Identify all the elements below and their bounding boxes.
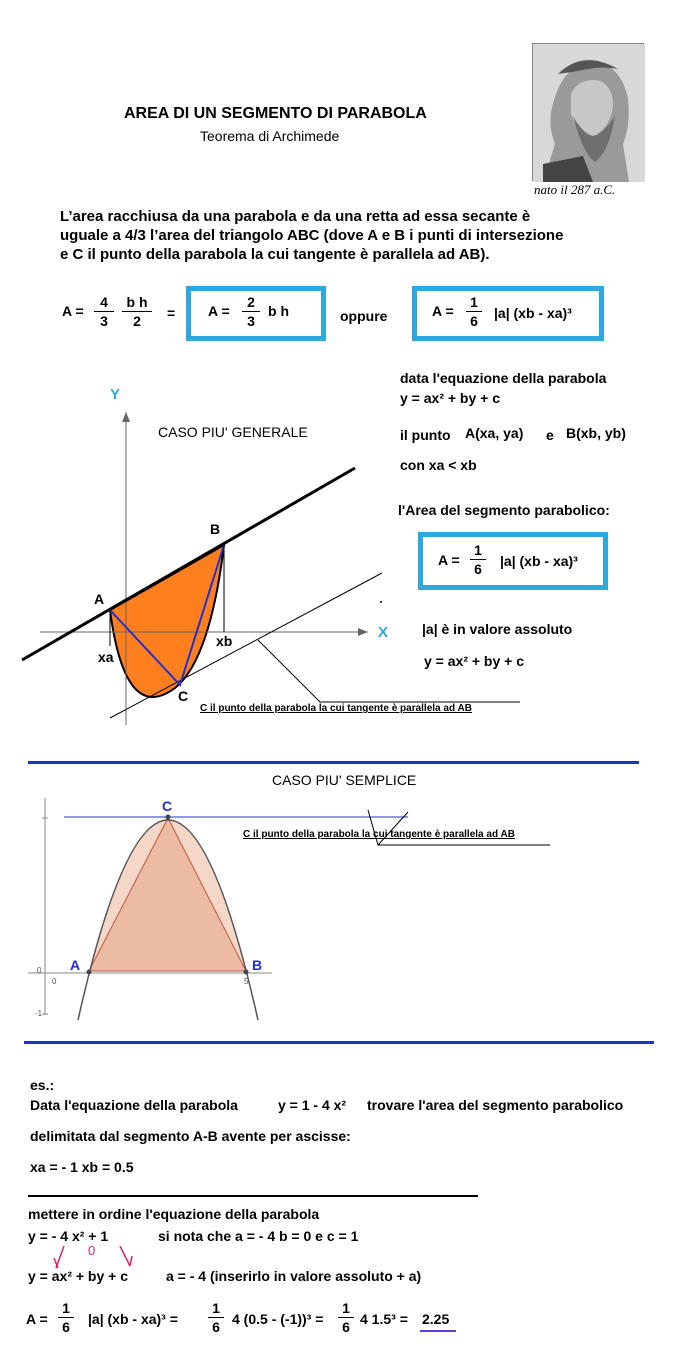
eq-ordered: y = - 4 x² + 1 [28, 1228, 109, 1244]
xa-label: xa [98, 649, 114, 665]
final-formula: |a| (xb - xa)³ = [88, 1311, 178, 1327]
orange-parabolic-segment [110, 545, 224, 697]
x-axis-arrow [358, 628, 368, 636]
simple-tick-x5: 5 [244, 977, 249, 986]
box3-lhs: A = [438, 552, 460, 568]
final-simplified: 4 1.5³ = [360, 1311, 408, 1327]
point-a-label: A [94, 591, 105, 607]
intro-line-2: uguale a 4/3 l’area del triangolo ABC (dove A e B i punti di intersezione [60, 227, 564, 244]
tangent-note-general: C il punto della parabola la cui tangente è parallela ad AB [200, 703, 472, 714]
example-line-1-prefix: Data l'equazione della parabola [30, 1097, 238, 1113]
y-axis-label: Y [110, 386, 121, 403]
divider-1 [28, 761, 639, 764]
example-label: es.: [30, 1077, 55, 1093]
simple-point-c [166, 815, 171, 820]
divider-2 [24, 1041, 654, 1044]
order-instruction: mettere in ordine l'equazione della parabola [28, 1206, 320, 1222]
portrait-caption: nato il 287 a.C. [534, 182, 616, 197]
result-underline [420, 1330, 456, 1332]
example-line-2: delimitata dal segmento A-B avente per ascisse: [30, 1128, 351, 1144]
condition: con xa < xb [400, 457, 477, 473]
final-fraction-1: $\frac{1}{6}$ [58, 1299, 74, 1336]
point-b-coords: B(xb, yb) [566, 425, 626, 441]
tangent-note-simple: C il punto della parabola la cui tangente è parallela ad AB [243, 829, 515, 840]
final-result: 2.25 [422, 1311, 450, 1327]
simple-tick-x0: 0 [52, 977, 57, 986]
fraction-bh-2: $\frac{\text{b h}}{2}$ [122, 293, 152, 330]
example-separator [28, 1195, 478, 1197]
coefficients-note: si nota che a = - 4 b = 0 e c = 1 [158, 1228, 359, 1244]
archimedes-portrait [532, 43, 644, 181]
example-line-1-suffix: trovare l'area del segmento parabolico [367, 1097, 624, 1113]
fraction-1-6-area: $\frac{1}{6}$ [470, 541, 486, 578]
abs-instruction: a = - 4 (inserirlo in valore assoluto + a) [166, 1268, 422, 1284]
simple-point-a-label: A [70, 957, 81, 973]
simple-point-b [244, 970, 249, 975]
final-lhs: A = [26, 1311, 48, 1327]
box1-lhs: A = [208, 303, 230, 319]
red-zero-mark: 0 [88, 1243, 96, 1258]
page-title: AREA DI UN SEGMENTO DI PARABOLA [124, 105, 427, 122]
eq-repeat: y = ax² + by + c [424, 653, 525, 669]
eq-intro: data l'equazione della parabola [400, 370, 607, 386]
formula-lhs: A = [62, 303, 84, 319]
fraction-4-3: $\frac{4}{3}$ [94, 293, 114, 330]
equals-sign: = [167, 305, 176, 321]
points-and: e [546, 427, 554, 443]
case-simple-label: CASO PIU' SEMPLICE [272, 772, 417, 788]
fraction-2-3: $\frac{2}{3}$ [242, 293, 260, 330]
point-c-label: C [178, 688, 189, 704]
y-axis-arrow [122, 412, 130, 422]
points-prefix: il punto [400, 427, 451, 443]
example-line-1-eq: y = 1 - 4 x² [278, 1097, 347, 1113]
abs-note: |a| è in valore assoluto [422, 621, 573, 637]
box3-tail: |a| (xb - xa)³ [500, 553, 578, 569]
box2-lhs: A = [432, 303, 454, 319]
case-general-label: CASO PIU' GENERALE [158, 424, 308, 440]
simple-point-a [87, 970, 92, 975]
oppure-label: oppure [340, 308, 388, 324]
box2-tail: |a| (xb - xa)³ [494, 305, 572, 321]
final-fraction-3: $\frac{1}{6}$ [338, 1299, 354, 1336]
point-a-coords: A(xa, ya) [465, 425, 524, 441]
simple-tick-y0: 0 [37, 966, 42, 975]
intro-line-1: L’area racchiusa da una parabola e da una retta ad essa secante è [60, 208, 531, 225]
simple-point-b-label: B [252, 957, 263, 973]
simple-case-diagram [0, 790, 677, 1030]
simple-point-c-label: C [162, 798, 173, 814]
point-b-label: B [210, 521, 221, 537]
tangent-pointer [258, 640, 520, 702]
x-axis-label: X [378, 624, 389, 641]
simple-tick-y1: -1 [35, 1009, 43, 1018]
eq-general: y = ax² + by + c [400, 390, 501, 406]
fraction-1-6: $\frac{1}{6}$ [466, 293, 482, 330]
eq-general-example: y = ax² + by + c [28, 1268, 129, 1284]
area-label: l'Area del segmento parabolico: [398, 502, 610, 518]
final-substitution: 4 (0.5 - (-1))³ = [232, 1311, 324, 1327]
example-abscissae: xa = - 1 xb = 0.5 [30, 1159, 134, 1175]
page-subtitle: Teorema di Archimede [200, 128, 340, 144]
final-fraction-2: $\frac{1}{6}$ [208, 1299, 224, 1336]
intro-line-3: e C il punto della parabola la cui tangente è parallela ad AB). [60, 246, 490, 263]
xb-label: xb [216, 633, 233, 649]
box1-tail: b h [268, 303, 289, 319]
